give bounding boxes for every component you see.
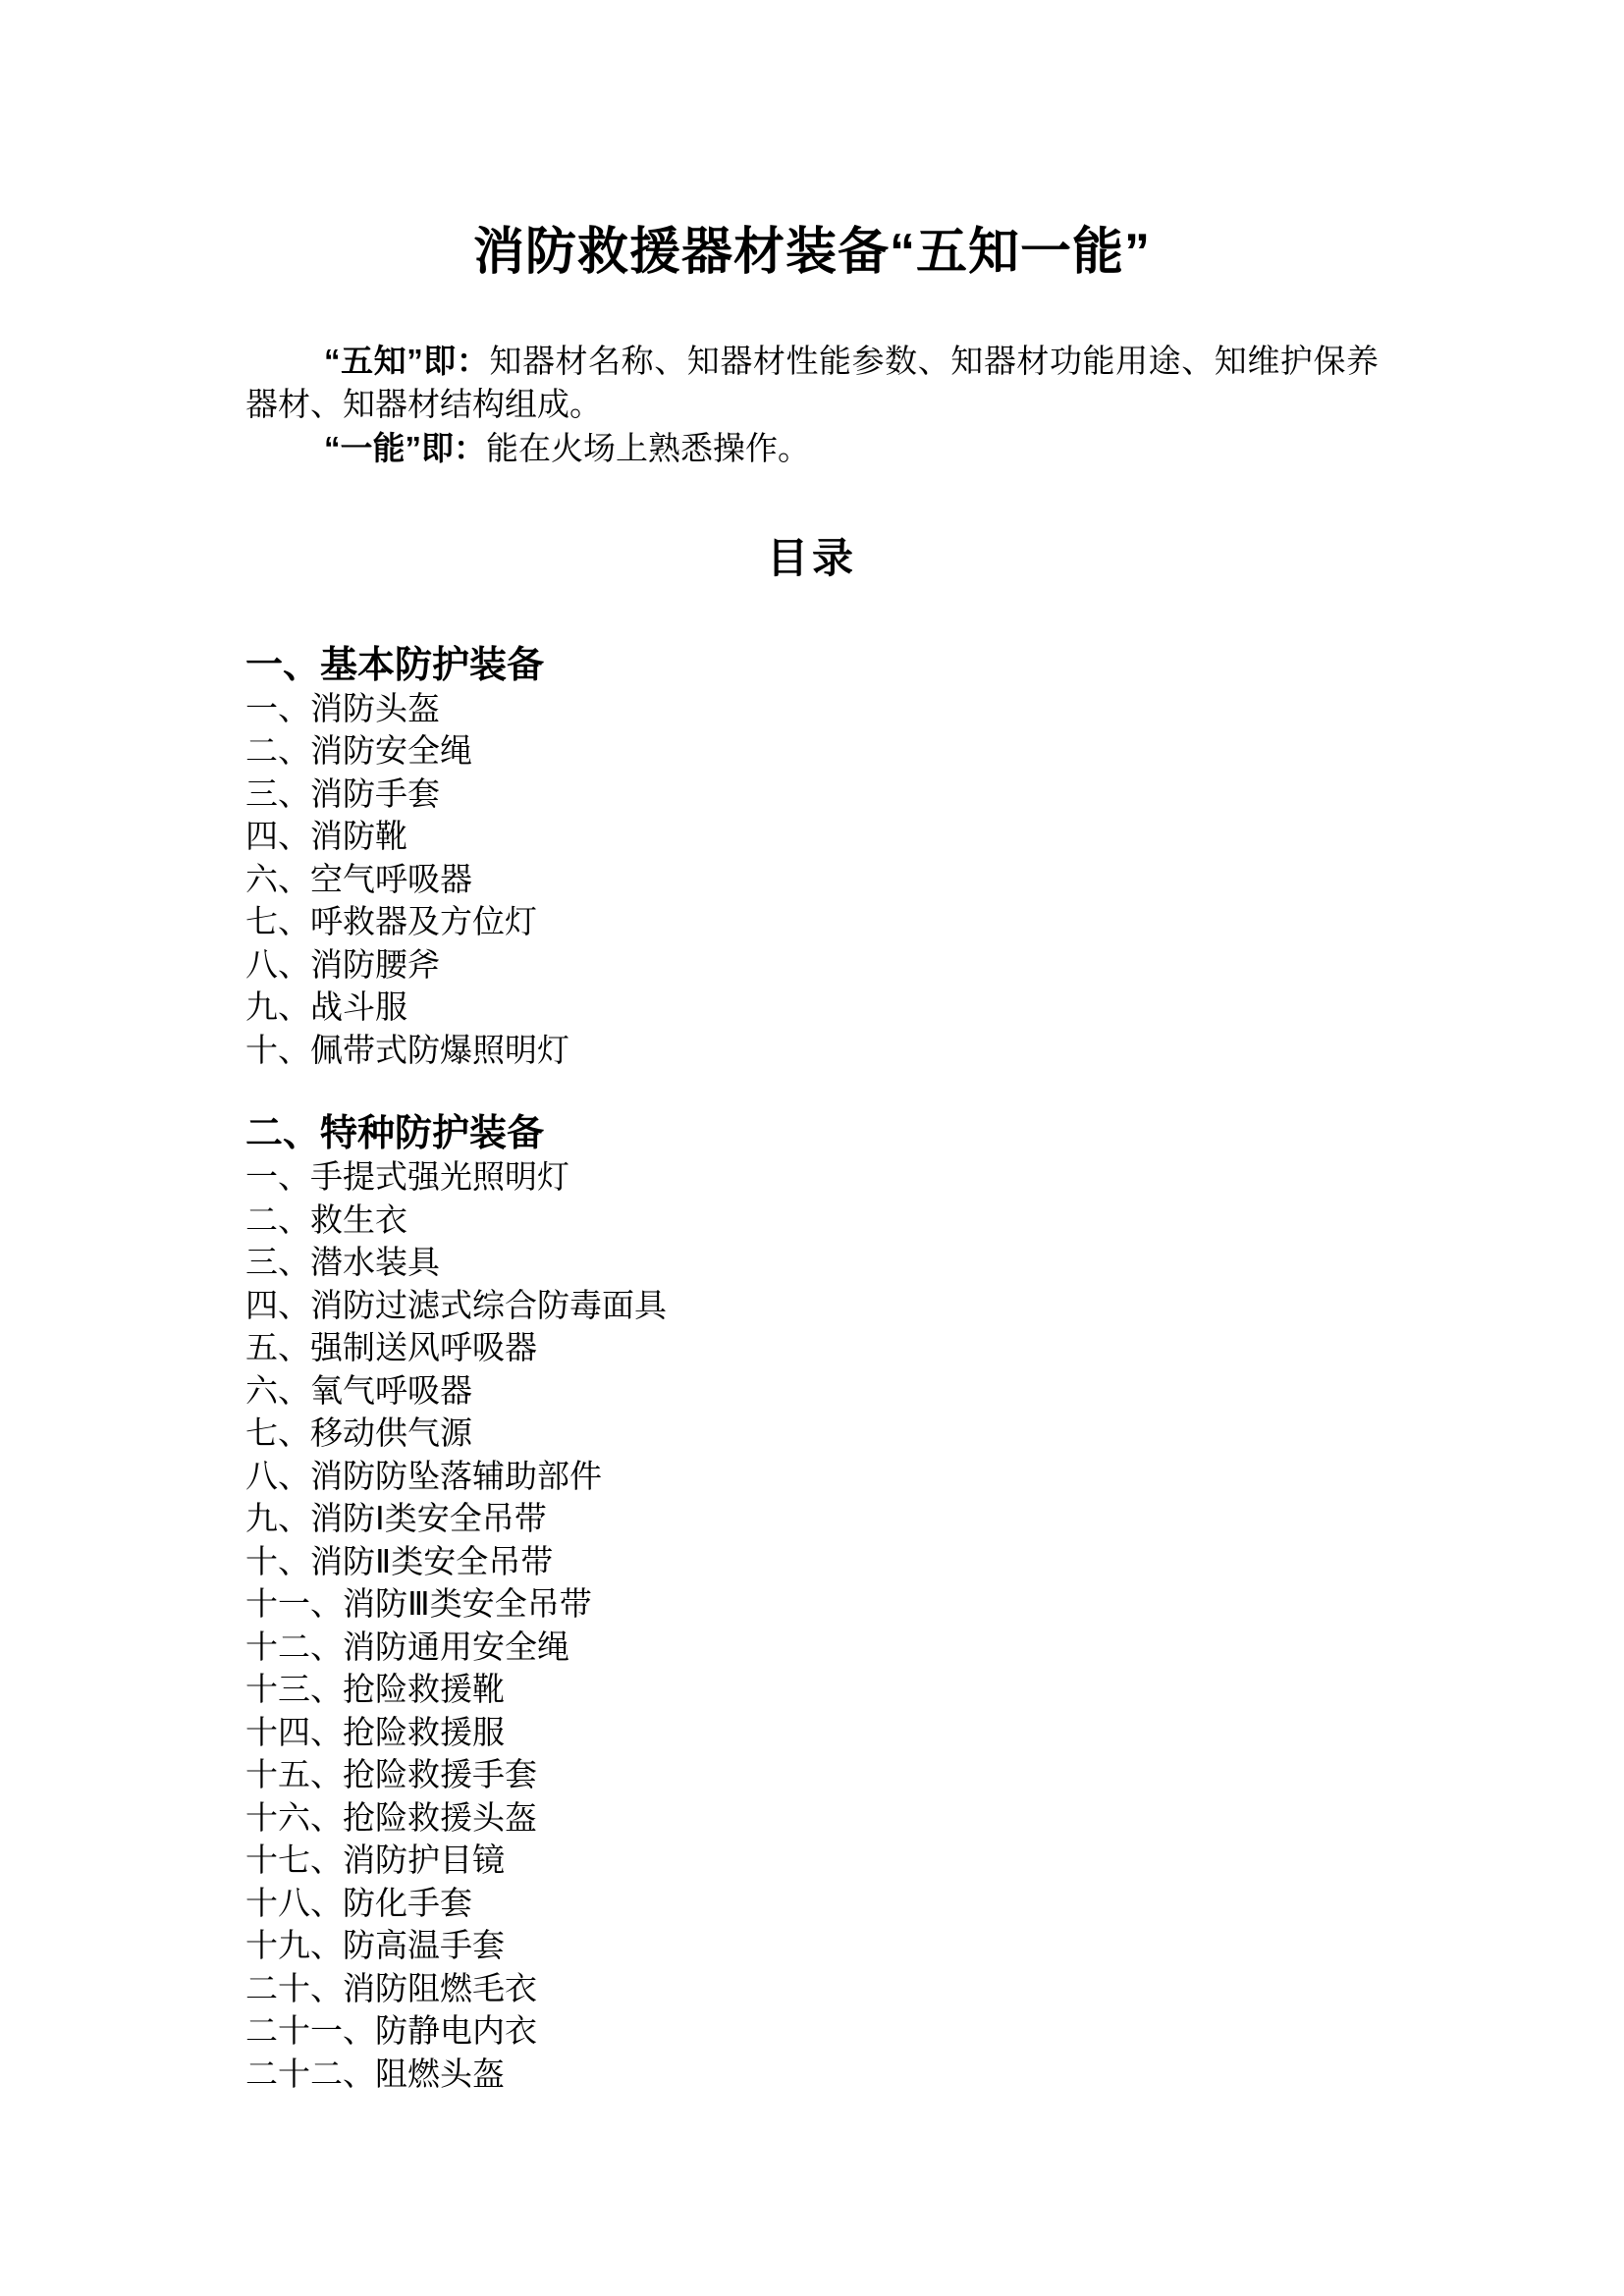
toc-item: 九、战斗服 bbox=[245, 990, 407, 1026]
toc-item: 六、空气呼吸器 bbox=[245, 862, 472, 898]
intro-lead-yineng: “一能”即： bbox=[324, 430, 486, 466]
toc-item: 十四、抢险救援服 bbox=[245, 1715, 505, 1751]
toc-item: 七、移动供气源 bbox=[245, 1416, 472, 1452]
toc-item: 九、消防Ⅰ类安全吊带 bbox=[245, 1502, 547, 1537]
toc-item: 十七、消防护目镜 bbox=[245, 1843, 505, 1879]
toc-item: 六、氧气呼吸器 bbox=[245, 1373, 472, 1410]
toc-item: 十二、消防通用安全绳 bbox=[245, 1629, 569, 1666]
toc-item: 四、消防靴 bbox=[245, 820, 407, 855]
toc-item: 十、消防Ⅱ类安全吊带 bbox=[245, 1544, 554, 1580]
intro-paragraph-yineng bbox=[245, 427, 1379, 472]
toc-item: 二、救生衣 bbox=[245, 1202, 407, 1239]
toc-item: 二、消防安全绳 bbox=[245, 734, 472, 770]
toc-item: 四、消防过滤式综合防毒面具 bbox=[245, 1288, 667, 1324]
toc-section-heading: 一、基本防护装备 bbox=[245, 644, 545, 686]
intro-lead-wuzhi: “五知”即： bbox=[324, 343, 490, 379]
toc-item: 一、手提式强光照明灯 bbox=[245, 1160, 569, 1196]
toc-item: 五、强制送风呼吸器 bbox=[245, 1331, 537, 1366]
toc-item: 一、消防头盔 bbox=[245, 691, 440, 727]
toc-item: 十一、消防Ⅲ类安全吊带 bbox=[245, 1587, 592, 1623]
toc-item: 三、潜水装具 bbox=[245, 1246, 440, 1281]
toc-item: 十九、防高温手套 bbox=[245, 1929, 505, 1964]
intro-text-yineng: 能在火场上熟悉操作。 bbox=[486, 432, 810, 467]
toc-item: 三、消防手套 bbox=[245, 776, 440, 813]
toc-item: 七、呼救器及方位灯 bbox=[245, 905, 537, 940]
toc-item: 十五、抢险救援手套 bbox=[245, 1758, 537, 1793]
toc-title: 目录 bbox=[766, 536, 857, 582]
toc bbox=[245, 643, 1379, 2098]
toc-item: 二十、消防阻燃毛衣 bbox=[245, 1971, 537, 2007]
document-content bbox=[0, 224, 1624, 2097]
toc-item: 十六、抢险救援头盔 bbox=[245, 1800, 537, 1837]
intro-text-wuzhi: 知器材名称、知器材性能参数、知器材功能用途、知维护保养器材、知器材结构组成。 bbox=[245, 345, 1379, 423]
toc-item: 十八、防化手套 bbox=[245, 1886, 472, 1922]
toc-item: 十、佩带式防爆照明灯 bbox=[245, 1033, 569, 1069]
toc-item: 十三、抢险救援靴 bbox=[245, 1673, 505, 1708]
toc-item: 二十二、阻燃头盔 bbox=[245, 2056, 505, 2093]
intro-paragraphs bbox=[245, 340, 1379, 472]
toc-item: 二十一、防静电内衣 bbox=[245, 2014, 537, 2050]
toc-item: 八、消防腰斧 bbox=[245, 947, 440, 984]
intro-paragraph-wuzhi bbox=[245, 340, 1379, 427]
document-title: 消防救援器材装备“五知一能” bbox=[472, 224, 1151, 281]
toc-item: 八、消防防坠落辅助部件 bbox=[245, 1459, 602, 1495]
toc-section-heading: 二、特种防护装备 bbox=[245, 1113, 545, 1154]
